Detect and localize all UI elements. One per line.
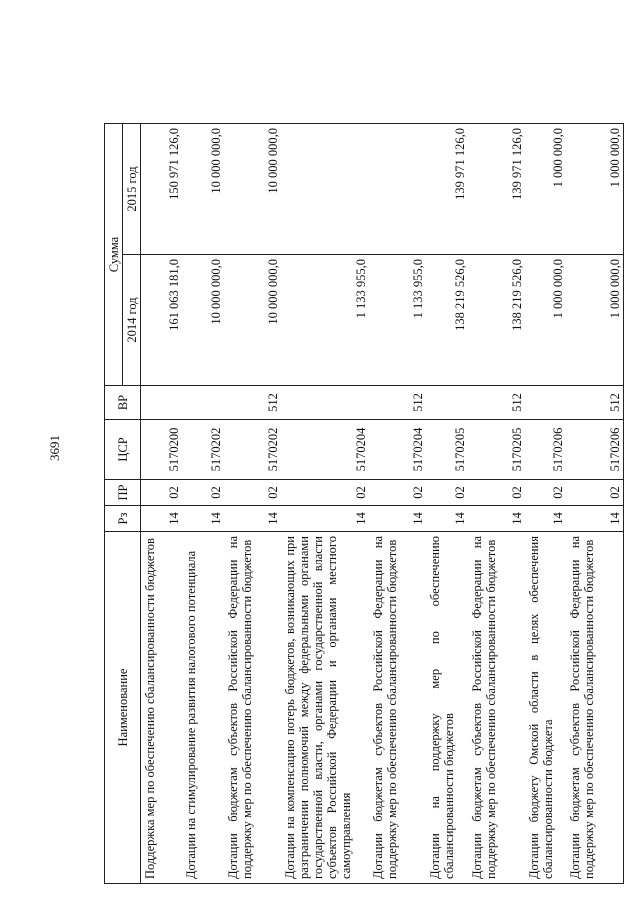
row-rz: 14 xyxy=(224,506,281,532)
row-name: Поддержка мер по обеспечению сбалансированности бюджетов xyxy=(141,532,183,884)
row-amount-2014: 138 219 526,0 xyxy=(468,255,525,386)
row-csr: 5170204 xyxy=(281,420,369,480)
row-rz: 14 xyxy=(468,506,525,532)
row-amount-2015: 139 971 126,0 xyxy=(468,124,525,255)
row-pr: 02 xyxy=(426,480,468,506)
table-row xyxy=(566,124,623,884)
row-pr: 02 xyxy=(468,480,525,506)
header-rz: Рз xyxy=(105,506,141,532)
row-csr: 5170205 xyxy=(426,420,468,480)
row-name: Дотации бюджету Омской области в целях обеспечения сбалансированности бюджета xyxy=(525,532,567,884)
row-pr: 02 xyxy=(141,480,183,506)
row-csr: 5170206 xyxy=(525,420,567,480)
header-csr: ЦСР xyxy=(105,420,141,480)
row-amount-2014: 10 000 000,0 xyxy=(224,255,281,386)
row-pr: 02 xyxy=(566,480,623,506)
header-name: Наименование xyxy=(105,532,141,884)
row-vr xyxy=(426,386,468,420)
row-amount-2014: 1 133 955,0 xyxy=(369,255,426,386)
header-year-2014: 2014 год xyxy=(123,255,141,386)
table-body xyxy=(141,124,624,884)
row-name: Дотации бюджетам субъектов Российской Федерации на поддержку мер по обеспечению сбалансированности бюджетов xyxy=(566,532,623,884)
table-row xyxy=(369,124,426,884)
table-row xyxy=(141,124,183,884)
row-amount-2014: 1 133 955,0 xyxy=(281,255,369,386)
row-vr xyxy=(141,386,183,420)
row-amount-2015: 139 971 126,0 xyxy=(426,124,468,255)
row-name: Дотации на поддержку мер по обеспечению сбалансированности бюджетов xyxy=(426,532,468,884)
row-rz: 14 xyxy=(566,506,623,532)
row-rz: 14 xyxy=(369,506,426,532)
table-row xyxy=(426,124,468,884)
budget-table xyxy=(104,123,624,884)
row-name: Дотации бюджетам субъектов Российской Федерации на поддержку мер по обеспечению сбалансированности бюджетов xyxy=(468,532,525,884)
page-number: 3691 xyxy=(47,435,62,461)
row-amount-2015: 10 000 000,0 xyxy=(182,124,224,255)
table-row xyxy=(525,124,567,884)
row-amount-2015 xyxy=(281,124,369,255)
row-pr: 02 xyxy=(525,480,567,506)
table-row xyxy=(182,124,224,884)
table-row xyxy=(468,124,525,884)
row-csr: 5170204 xyxy=(369,420,426,480)
row-rz: 14 xyxy=(141,506,183,532)
row-amount-2014: 10 000 000,0 xyxy=(182,255,224,386)
row-pr: 02 xyxy=(224,480,281,506)
row-amount-2015: 1 000 000,0 xyxy=(525,124,567,255)
table-row xyxy=(224,124,281,884)
row-pr: 02 xyxy=(369,480,426,506)
row-amount-2014: 1 000 000,0 xyxy=(566,255,623,386)
row-vr: 512 xyxy=(468,386,525,420)
row-rz: 14 xyxy=(525,506,567,532)
header-year-2015: 2015 год xyxy=(123,124,141,255)
row-vr xyxy=(182,386,224,420)
row-amount-2015: 1 000 000,0 xyxy=(566,124,623,255)
row-rz: 14 xyxy=(281,506,369,532)
row-csr: 5170202 xyxy=(182,420,224,480)
row-vr: 512 xyxy=(566,386,623,420)
header-sum: Сумма xyxy=(105,124,123,386)
row-pr: 02 xyxy=(182,480,224,506)
row-csr: 5170200 xyxy=(141,420,183,480)
row-vr xyxy=(281,386,369,420)
row-pr: 02 xyxy=(281,480,369,506)
row-amount-2014: 161 063 181,0 xyxy=(141,255,183,386)
row-amount-2015: 150 971 126,0 xyxy=(141,124,183,255)
row-name: Дотации на компенсацию потерь бюджетов, возникающих при разграничении полномочий между федеральными органами государственной власти, органами государственной власти субъектов Российской Федерации и органами местного самоуправления xyxy=(281,532,369,884)
budget-table-page xyxy=(104,124,624,884)
row-amount-2014: 1 000 000,0 xyxy=(525,255,567,386)
row-vr: 512 xyxy=(369,386,426,420)
row-name: Дотации на стимулирование развития налогового потенциала xyxy=(182,532,224,884)
row-amount-2015: 10 000 000,0 xyxy=(224,124,281,255)
row-vr xyxy=(525,386,567,420)
row-rz: 14 xyxy=(426,506,468,532)
row-csr: 5170202 xyxy=(224,420,281,480)
row-csr: 5170205 xyxy=(468,420,525,480)
row-rz: 14 xyxy=(182,506,224,532)
row-amount-2015 xyxy=(369,124,426,255)
row-vr: 512 xyxy=(224,386,281,420)
row-csr: 5170206 xyxy=(566,420,623,480)
header-pr: ПР xyxy=(105,480,141,506)
row-amount-2014: 138 219 526,0 xyxy=(426,255,468,386)
row-name: Дотации бюджетам субъектов Российской Федерации на поддержку мер по обеспечению сбалансированности бюджетов xyxy=(369,532,426,884)
header-vr: ВР xyxy=(105,386,141,420)
row-name: Дотации бюджетам субъектов Российской Федерации на поддержку мер по обеспечению сбалансированности бюджетов xyxy=(224,532,281,884)
table-row xyxy=(281,124,369,884)
